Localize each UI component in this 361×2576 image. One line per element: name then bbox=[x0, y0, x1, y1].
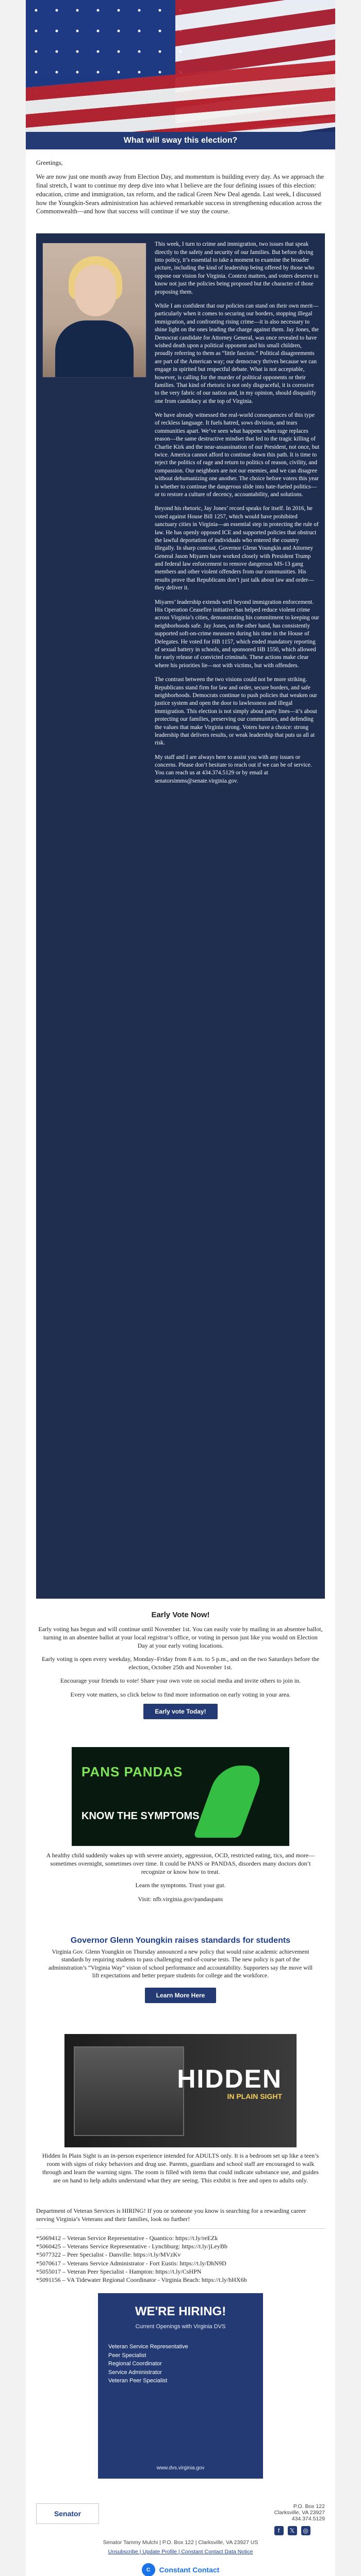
portrait-jacket-shape bbox=[55, 320, 134, 377]
job-listing[interactable]: *5077322 – Peer Specialist - Danville: https://t.ly/MVzKv bbox=[36, 2251, 181, 2259]
early-vote-title: Early Vote Now! bbox=[151, 1611, 210, 1620]
footer-unsubscribe-links bbox=[36, 2549, 325, 2555]
portrait-face-shape bbox=[75, 265, 116, 316]
early-vote-section bbox=[26, 1599, 335, 1731]
early-vote-paragraph: Early voting has begun and will continue until November 1st. You can easily vote by mailing in an absentee ballot, turning in an absentee ballot at your local registrar’s office, or voting in person just like you would on Election Day at your early voting locations. bbox=[38, 1625, 323, 1649]
address-line: Clarksville, VA 23927 bbox=[274, 2510, 325, 2516]
unsubscribe-link[interactable]: Unsubscribe | Update Profile | Constant Contact Data Notice bbox=[108, 2549, 253, 2555]
job-listing[interactable]: *5091156 – VA Tidewater Regional Coordinator - Virginia Beach: https://t.ly/hHX6b bbox=[36, 2276, 247, 2283]
hiring-item: Regional Coordinator bbox=[108, 2361, 162, 2367]
x-icon[interactable]: 𝕏 bbox=[288, 2526, 297, 2535]
hidden-word: HIDDEN bbox=[177, 2064, 282, 2093]
senator-message-block bbox=[36, 233, 325, 1599]
address-line: 434.374.5129 bbox=[291, 2516, 325, 2522]
footer-sender: Senator Tammy Mulchi | P.O. Box 122 | Clarksville, VA 23927 US bbox=[103, 2539, 258, 2546]
instagram-icon[interactable]: ◎ bbox=[301, 2526, 310, 2535]
banner-top-text: PANS PANDAS bbox=[81, 1764, 183, 1780]
job-listing[interactable]: *5070617 – Veterans Service Administrator - Fort Eustis: https://t.ly/DhN9D bbox=[36, 2259, 226, 2267]
senator-logo bbox=[36, 2503, 99, 2524]
message-paragraph: We have already witnessed the real-world consequences of this type of reckless language. It fuels hatred, sows division, and tears communities apart. We’ve seen what happens when rage replaces reason—the same destructive mindset that led to the tragic killing of Charlie Kirk and the near-assassination of our President, not once, but twice. America cannot afford to continue down this path. It is time to reject the politics of rage and return to politics of reason, civility, and compassion. Our neighbors are not our enemies, and we can disagree without dehumanizing one another. The choice before voters this year is whether to continue the dangerous slide into hate-fueled politics—or to restore a culture of decency, accountability, and solutions. bbox=[155, 412, 320, 498]
governor-title: Governor Glenn Youngkin raises standards for students bbox=[70, 1936, 291, 1945]
hiring-item: Service Administrator bbox=[108, 2369, 162, 2376]
hiring-title: WE'RE HIRING! bbox=[135, 2304, 226, 2319]
constant-contact-icon: C bbox=[142, 2563, 155, 2576]
banner-bottom-text: KNOW THE SYMPTOMS bbox=[81, 1810, 200, 1822]
footer-row bbox=[36, 2503, 325, 2535]
social-icons bbox=[274, 2526, 325, 2535]
job-listing[interactable]: *5060425 – Veterans Service Representative - Lynchburg: https://t.ly/jLeyBb bbox=[36, 2243, 227, 2250]
message-paragraph: Beyond his rhetoric, Jay Jones’ record speaks for itself. In 2016, he voted against House Bill 1257, which would have prohibited sanctuary cities in Virginia—an essential step in protecting the rule of law. He has openly opposed ICE and supported policies that obstruct the lawful deportation of individuals who entered the country illegally. In sharp contrast, Governor Glenn Youngkin and Attorney General Jason Miyares have worked closely with President Trump and federal law enforcement to remove dangerous MS-13 gang members and other violent offenders from our communities. His results prove that Republicans don’t just talk about law and order—they deliver it. bbox=[155, 505, 319, 591]
address-line: P.O. Box 122 bbox=[293, 2503, 325, 2510]
job-listing[interactable]: *5055017 – Veteran Peer Specialist - Hampton: https://t.ly/CsHPN bbox=[36, 2267, 202, 2275]
constant-contact-text: Constant Contact bbox=[159, 2566, 220, 2574]
governor-paragraph: Virginia Gov. Glenn Youngkin on Thursday announced a new policy that would raise academic achievement standards by requiring students to pass challenging end-of-course tests. The new policy is part of the administration’s “Virginia Way” vision of school performance and accountability. Supporters say the move will lift expectations and better prepare students for college and the workforce. bbox=[48, 1948, 313, 1979]
jobs-section bbox=[26, 2201, 335, 2496]
message-paragraph: Miyares’ leadership extends well beyond immigration enforcement. His Operation Ceasefire initiative has helped reduce violent crime across Virginia’s cities, demonstrating his commitment to keeping our neighborhoods safe. Jay Jones, on the other hand, has consistently supported soft-on-crime measures during his time in the House of Delegates. He voted for HB 1157, which ended mandatory reporting of sexual battery in schools, and sponsored HB 1550, which allowed for early release of convicted criminals. These actions make clear where his priorities lie—not with victims, but with offenders. bbox=[155, 599, 319, 669]
hiring-subtitle: Current Openings with Virginia DVS bbox=[135, 2324, 226, 2330]
facebook-icon[interactable]: f bbox=[274, 2526, 284, 2535]
governor-section bbox=[36, 1929, 325, 2010]
awareness-paragraph: Learn the symptoms. Trust your gut. bbox=[135, 1882, 226, 1889]
hiring-card bbox=[98, 2293, 263, 2479]
message-paragraph: My staff and I are always here to assist you with any issues or concerns. Please don’t hesitate to reach out if we can be of service. You can reach us at 434.374.5129 or by email at senatorsimms@senate.virginia.gov. bbox=[155, 754, 312, 784]
footer-links bbox=[36, 2539, 325, 2555]
learn-more-button[interactable]: Learn More Here bbox=[145, 1988, 217, 2003]
green-ribbon-icon bbox=[193, 1766, 266, 1838]
early-vote-paragraph: Every vote matters, so click below to find more information on early voting in your area. bbox=[70, 1690, 291, 1698]
hiring-item: Veteran Peer Specialist bbox=[108, 2378, 168, 2384]
intro-section bbox=[26, 149, 335, 226]
message-paragraph: While I am confident that our policies can stand on their own merit—particularly when it comes to securing our borders, stopping illegal immigration, and confronting rising crime—it is also necessary to shine light on the ones leading the charge against them. Jay Jones, the Democrat candidate for Attorney General, was once revealed to have wished death upon a political opponent and his small children, proudly referring to them as “little fascists.” Political disagreements are part of the American way; our democracy thrives because we can engage in spirited but respectful debate. What is not acceptable, however, is calling for the murder of political opponents or their families. That kind of rhetoric is not only disgraceful, it is corrosive to the very fabric of our nation and, in my opinion, should disqualify one from candidacy at the top of Virginia. bbox=[155, 302, 319, 404]
hiring-item: Peer Specialist bbox=[108, 2352, 146, 2359]
awareness-section bbox=[26, 1731, 335, 1920]
jobs-divider bbox=[36, 2228, 325, 2229]
awareness-paragraph: A healthy child suddenly wakes up with severe anxiety, aggression, OCD, restricted eating, tics, and more—sometimes overnight, sometimes over time. It could be PANS or PANDAS, disorders many doctors don’t recognize or know how to treat. bbox=[46, 1851, 315, 1876]
message-text-column bbox=[155, 241, 320, 791]
awareness-banner bbox=[72, 1747, 289, 1846]
hiring-item: Veteran Service Representative bbox=[108, 2344, 188, 2350]
hero-caption: What will sway this election? bbox=[26, 132, 335, 149]
early-vote-paragraph: Early voting is open every weekday, Monday–Friday from 8 a.m. to 5 p.m., and on the two Saturdays before the election, October 25th and November 1st. bbox=[41, 1655, 320, 1671]
message-paragraph: This week, I turn to crime and immigration, two issues that speak directly to the safety and security of our families. But before diving into policy, it’s essential to take a moment to examine the broader picture, including the kind of leadership being offered by those who oppose our vision for Virginia. Context matters, and voters deserve to know not just the policies being proposed but the character of those proposing them. bbox=[155, 241, 319, 295]
jobs-intro: Department of Veteran Services is HIRING! If you or someone you know is searching for a rewarding career serving Virginia’s Veterans and their families, look no further! bbox=[36, 2207, 306, 2223]
hidden-plain-sight-ad bbox=[64, 2034, 297, 2147]
intro-paragraph: We are now just one month away from Election Day, and momentum is building every day. As we approach the final stretch, I want to continue my deep dive into what I believe are the four defining issues of this election: education, crime and immigration, tax reform, and the radical Green New Deal agenda. Last week, I discussed how the Youngkin-Sears administration has achieved remarkable success in strengthening education across the Commonwealth—and how that success will continue if we stay the course. bbox=[36, 173, 324, 215]
hiring-foot[interactable]: www.dvs.virginia.gov bbox=[156, 2465, 205, 2471]
senator-portrait bbox=[42, 243, 146, 378]
early-vote-paragraph: Encourage your friends to vote! Share your own vote on social media and invite others to join in. bbox=[60, 1677, 301, 1685]
footer bbox=[26, 2495, 335, 2576]
email-container bbox=[26, 0, 335, 2576]
hiring-list bbox=[108, 2343, 253, 2385]
footer-address bbox=[274, 2503, 325, 2535]
hidden-tagline: IN PLAIN SIGHT bbox=[227, 2092, 282, 2100]
message-paragraph: The contrast between the two visions could not be more striking. Republicans stand firm for law and order, secure borders, and safe neighborhoods. Democrats continue to push policies that weaken our justice system and open the door to lawlessness and illegal immigration. This election is not simply about party lines—it’s about protecting our families, preserving our communities, and defending the values that make Virginia strong. Voters have a choice: strong leadership that delivers results, or weak leadership that puts us all at risk. bbox=[155, 676, 317, 747]
senator-logo-text: Senator bbox=[54, 2510, 81, 2518]
hero-banner bbox=[26, 0, 335, 149]
job-listing[interactable]: *5069412 – Veteran Service Representative - Quantico: https://t.ly/reEZk bbox=[36, 2234, 218, 2242]
awareness-visit[interactable]: Visit: nfb.virginia.gov/pandaspans bbox=[138, 1895, 223, 1903]
early-vote-button[interactable]: Early vote Today! bbox=[143, 1704, 217, 1719]
intro-greeting: Greetings, bbox=[36, 159, 63, 166]
bedroom-image bbox=[74, 2046, 184, 2136]
hidden-description: Hidden In Plain Sight is an in-person experience intended for ADULTS only. It is a bedroom set up like a teen’s room with signs of risky behaviors and drug use. Parents, guardians and school staff are encouraged to walk through and learn the warning signs. The room is filled with items that could indicate substance use, and guides are on hand to help adults understand what they are seeing. This exhibit is free and open to adults only. bbox=[42, 2151, 319, 2184]
hidden-plain-sight-section bbox=[26, 2020, 335, 2201]
constant-contact-badge bbox=[36, 2563, 325, 2576]
